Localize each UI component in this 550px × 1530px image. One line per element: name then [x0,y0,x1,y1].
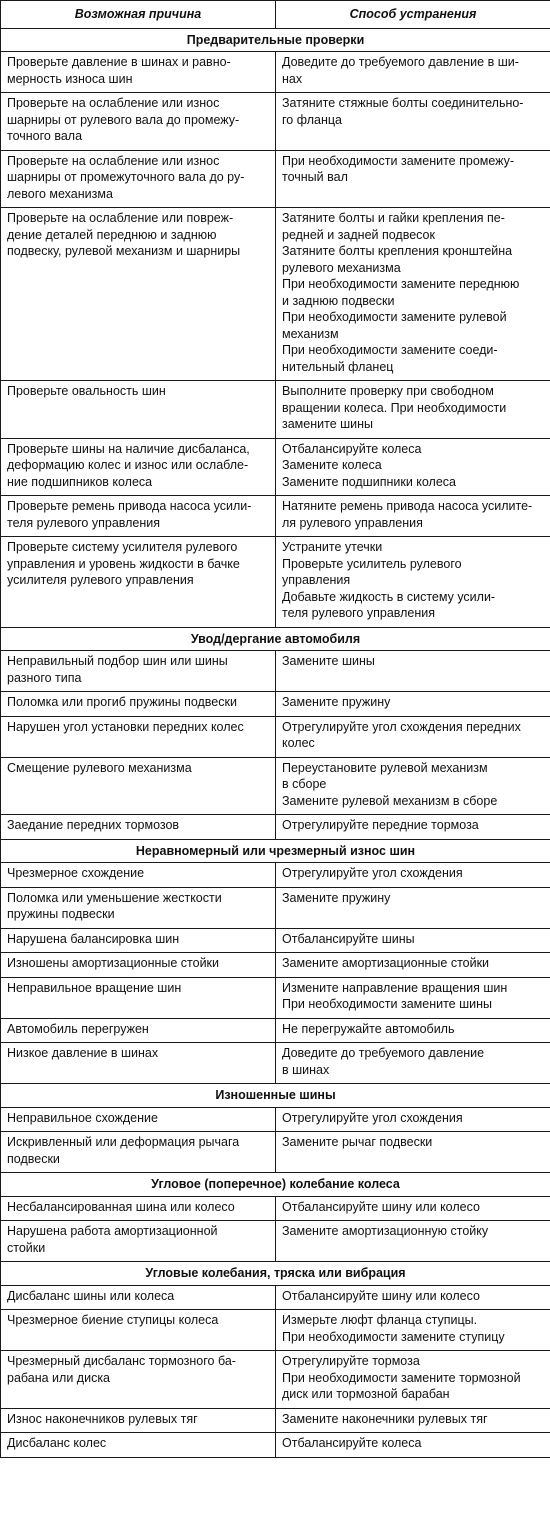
remedy-cell [276,1408,550,1433]
cell-line: Отрегулируйте угол схождения [282,866,463,880]
cell-line: При необходимости замените ступицу [282,1329,505,1344]
cell-line: Проверьте на ослабление или повреж- [7,211,234,225]
table-row [1,757,550,815]
cell-line: левого механизма [7,186,113,201]
cell-line: Проверьте давление в шинах и равно- [7,55,231,69]
remedy-cell [276,1196,550,1221]
cell-line: Отрегулируйте тормоза [282,1354,420,1368]
cause-cell [1,928,276,953]
cell-line: теля рулевого управления [7,515,161,530]
section-header-row [1,1084,550,1108]
cause-cell [1,438,276,496]
cell-line: Замените подшипники колеса [282,474,457,489]
cell-line: При необходимости замените шины [282,997,493,1011]
cell-line: ля рулевого управления [282,515,423,530]
cell-line: Не перегружайте автомобиль [282,1021,455,1036]
table-row [1,692,550,717]
table-row [1,887,550,928]
table-header [1,1,550,29]
cell-line: При необходимости замените соеди- [282,343,498,357]
remedy-cell [276,1433,550,1458]
cell-line: управления [282,573,351,587]
cell-line: Затяните болты и гайки крепления пе- [282,211,505,225]
cell-line: разного типа [7,670,82,685]
cause-cell [1,1043,276,1084]
cell-line: Проверьте ремень привода насоса усили- [7,499,252,513]
cell-line: Отрегулируйте угол схождения [282,1110,463,1125]
cell-line: в шинах [282,1062,330,1077]
table-row [1,1351,550,1409]
cell-line: Добавьте жидкость в систему усили- [282,589,496,604]
cell-line: нительный фланец [282,359,394,374]
remedy-cell [276,757,550,815]
cause-cell [1,716,276,757]
cause-cell [1,1433,276,1458]
cell-line: и заднюю подвески [282,293,395,308]
cell-line: Нарушена балансировка шин [7,931,180,946]
cell-line: Износ наконечников рулевых тяг [7,1411,198,1426]
cell-line: ние подшипников колеса [7,474,153,489]
cell-line: Замените наконечники рулевых тяг [282,1411,488,1426]
cell-line: редней и задней подвесок [282,227,435,242]
cell-line: замените шины [282,417,374,431]
cell-line: Поломка или прогиб пружины подвески [7,695,237,709]
cell-line: Замените пружину [282,695,391,709]
cell-line: Замените шины [282,654,375,668]
cell-line: подвеску, рулевой механизм и шарниры [7,244,241,258]
section-header-row [1,839,550,863]
remedy-cell [276,208,550,381]
table-row [1,1132,550,1173]
cell-line: Замените амортизационные стойки [282,956,490,970]
section-header-row [1,28,550,52]
cause-cell [1,1132,276,1173]
table-row [1,815,550,840]
cell-line: Проверьте овальность шин [7,384,166,398]
remedy-cell [276,438,550,496]
table-row [1,52,550,93]
cell-line: Неправильный подбор шин или шины [7,654,228,668]
cell-line: Измените направление вращения шин [282,980,508,995]
table-row [1,381,550,439]
header-remedy: Способ устранения [276,1,550,29]
cell-line: шарниры от промежуточного вала до ру- [7,170,245,184]
remedy-cell [276,1107,550,1132]
cell-line: Переустановите рулевой механизм [282,760,488,775]
table-row [1,1310,550,1351]
cell-line: Искривленный или деформация рычага [7,1135,240,1149]
cell-line: Автомобиль перегружен [7,1021,149,1036]
remedy-cell [276,928,550,953]
cell-line: рабана или диска [7,1370,111,1385]
cause-cell [1,150,276,208]
remedy-cell [276,1351,550,1409]
table-row [1,496,550,537]
cell-line: вращении колеса. При необходимости [282,400,507,415]
section-title: Неравномерный или чрезмерный износ шин [1,839,550,863]
table-row [1,1043,550,1084]
cause-cell [1,887,276,928]
cause-cell [1,93,276,151]
remedy-cell [276,887,550,928]
cause-cell [1,208,276,381]
cell-line: точного вала [7,129,83,143]
section-header-row [1,1262,550,1286]
table-row [1,150,550,208]
remedy-cell [276,651,550,692]
remedy-cell [276,815,550,840]
cell-line: усилителя рулевого управления [7,573,194,587]
cell-line: Отбалансируйте колеса [282,441,422,456]
cell-line: диск или тормозной барабан [282,1387,450,1401]
cause-cell [1,1221,276,1262]
cell-line: Доведите до требуемого давление [282,1046,485,1060]
cause-cell [1,381,276,439]
table-row [1,1433,550,1458]
cell-line: Затяните болты крепления кронштейна [282,244,513,258]
cell-line: дение деталей переднюю и заднюю [7,227,217,242]
cell-line: Заедание передних тормозов [7,818,180,832]
cause-cell [1,1408,276,1433]
cell-line: Проверьте на ослабление или износ [7,96,220,110]
remedy-cell [276,1018,550,1043]
cell-line: колес [282,736,315,750]
cell-line: При необходимости замените тормозной [282,1370,521,1385]
cause-cell [1,757,276,815]
cell-line: Отбалансируйте шины [282,931,415,946]
table-row [1,1196,550,1221]
table-row [1,537,550,628]
cell-line: го фланца [282,112,342,127]
remedy-cell [276,1221,550,1262]
cell-line: Замените колеса [282,458,382,472]
table-row [1,1285,550,1310]
table-row [1,1107,550,1132]
cell-line: Низкое давление в шинах [7,1046,159,1060]
cause-cell [1,537,276,628]
section-title: Предварительные проверки [1,28,550,52]
cell-line: Проверьте на ослабление или износ [7,153,220,168]
cell-line: Неправильное вращение шин [7,980,182,995]
cell-line: Нарушена работа амортизационной [7,1224,218,1238]
remedy-cell [276,381,550,439]
cell-line: Отбалансируйте шину или колесо [282,1288,480,1303]
cause-cell [1,1285,276,1310]
cell-line: Нарушен угол установки передних колес [7,719,244,734]
cell-line: Отбалансируйте шину или колесо [282,1199,480,1214]
table-row [1,863,550,888]
cell-line: Неправильное схождение [7,1110,158,1125]
cell-line: При необходимости замените промежу- [282,153,515,168]
cause-cell [1,1018,276,1043]
cell-line: теля рулевого управления [282,606,436,620]
cell-line: механизм [282,326,339,341]
cell-line: Дисбаланс шины или колеса [7,1288,175,1303]
cause-cell [1,815,276,840]
table-row [1,977,550,1018]
table-row [1,1408,550,1433]
cell-line: Проверьте систему усилителя рулевого [7,540,238,554]
header-row [1,1,550,29]
cause-cell [1,953,276,978]
cell-line: Проверьте шины на наличие дисбаланса, [7,441,250,456]
table-row [1,928,550,953]
cell-line: Чрезмерное схождение [7,866,145,880]
cause-cell [1,496,276,537]
table-row [1,1221,550,1262]
table-row [1,651,550,692]
section-title: Угловые колебания, тряска или вибрация [1,1262,550,1286]
cell-line: деформацию колес и износ или ослабле- [7,458,249,472]
cause-cell [1,52,276,93]
cell-line: Натяните ремень привода насоса усилите- [282,499,533,513]
cell-line: Несбалансированная шина или колесо [7,1199,235,1214]
table-row [1,953,550,978]
cell-line: рулевого механизма [282,260,401,275]
remedy-cell [276,716,550,757]
cell-line: При необходимости замените переднюю [282,277,520,291]
cause-cell [1,863,276,888]
cell-line: шарниры от рулевого вала до промежу- [7,112,240,127]
table-row [1,438,550,496]
cause-cell [1,651,276,692]
cell-line: Измерьте люфт фланца ступицы. [282,1313,478,1327]
cell-line: Поломка или уменьшение жесткости [7,890,222,905]
cell-line: Замените рулевой механизм в сборе [282,793,498,808]
remedy-cell [276,537,550,628]
cell-line: пружины подвески [7,907,115,921]
remedy-cell [276,52,550,93]
remedy-cell [276,93,550,151]
cell-line: Замените пружину [282,890,391,905]
cell-line: подвески [7,1151,60,1166]
table-row [1,208,550,381]
cell-line: Замените амортизационную стойку [282,1224,489,1238]
remedy-cell [276,863,550,888]
remedy-cell [276,150,550,208]
cause-cell [1,977,276,1018]
cell-line: стойки [7,1240,46,1255]
cell-line: точный вал [282,170,348,184]
remedy-cell [276,977,550,1018]
cell-line: Замените рычаг подвески [282,1135,433,1149]
remedy-cell [276,1132,550,1173]
cell-line: Выполните проверку при свободном [282,384,494,398]
section-title: Изношенные шины [1,1084,550,1108]
cell-line: нах [282,71,303,86]
remedy-cell [276,692,550,717]
section-header-row [1,627,550,651]
cell-line: Изношены амортизационные стойки [7,956,220,970]
cause-cell [1,1107,276,1132]
cell-line: Устраните утечки [282,540,383,554]
cell-line: При необходимости замените рулевой [282,310,507,324]
cell-line: Затяните стяжные болты соединительно- [282,96,524,110]
cell-line: Чрезмерное биение ступицы колеса [7,1313,219,1327]
remedy-cell [276,1310,550,1351]
cell-line: Чрезмерный дисбаланс тормозного ба- [7,1354,236,1368]
cell-line: Дисбаланс колес [7,1436,107,1450]
cause-cell [1,1351,276,1409]
remedy-cell [276,1043,550,1084]
cell-line: Проверьте усилитель рулевого [282,556,462,571]
section-title: Угловое (поперечное) колебание колеса [1,1173,550,1197]
cause-cell [1,692,276,717]
header-cause: Возможная причина [1,1,276,29]
table-row [1,716,550,757]
table-body [1,28,550,1457]
cell-line: Отрегулируйте передние тормоза [282,818,479,832]
remedy-cell [276,953,550,978]
cell-line: мерность износа шин [7,71,133,86]
cell-line: Доведите до требуемого давление в ши- [282,55,519,69]
table-row [1,1018,550,1043]
section-header-row [1,1173,550,1197]
cause-cell [1,1310,276,1351]
section-title: Увод/дергание автомобиля [1,627,550,651]
cause-cell [1,1196,276,1221]
cell-line: в сборе [282,777,327,791]
cell-line: Отрегулируйте угол схождения передних [282,719,521,734]
remedy-cell [276,1285,550,1310]
cell-line: Смещение рулевого механизма [7,760,192,775]
cell-line: управления и уровень жидкости в бачке [7,556,240,571]
table-row [1,93,550,151]
remedy-cell [276,496,550,537]
cell-line: Отбалансируйте колеса [282,1436,422,1450]
